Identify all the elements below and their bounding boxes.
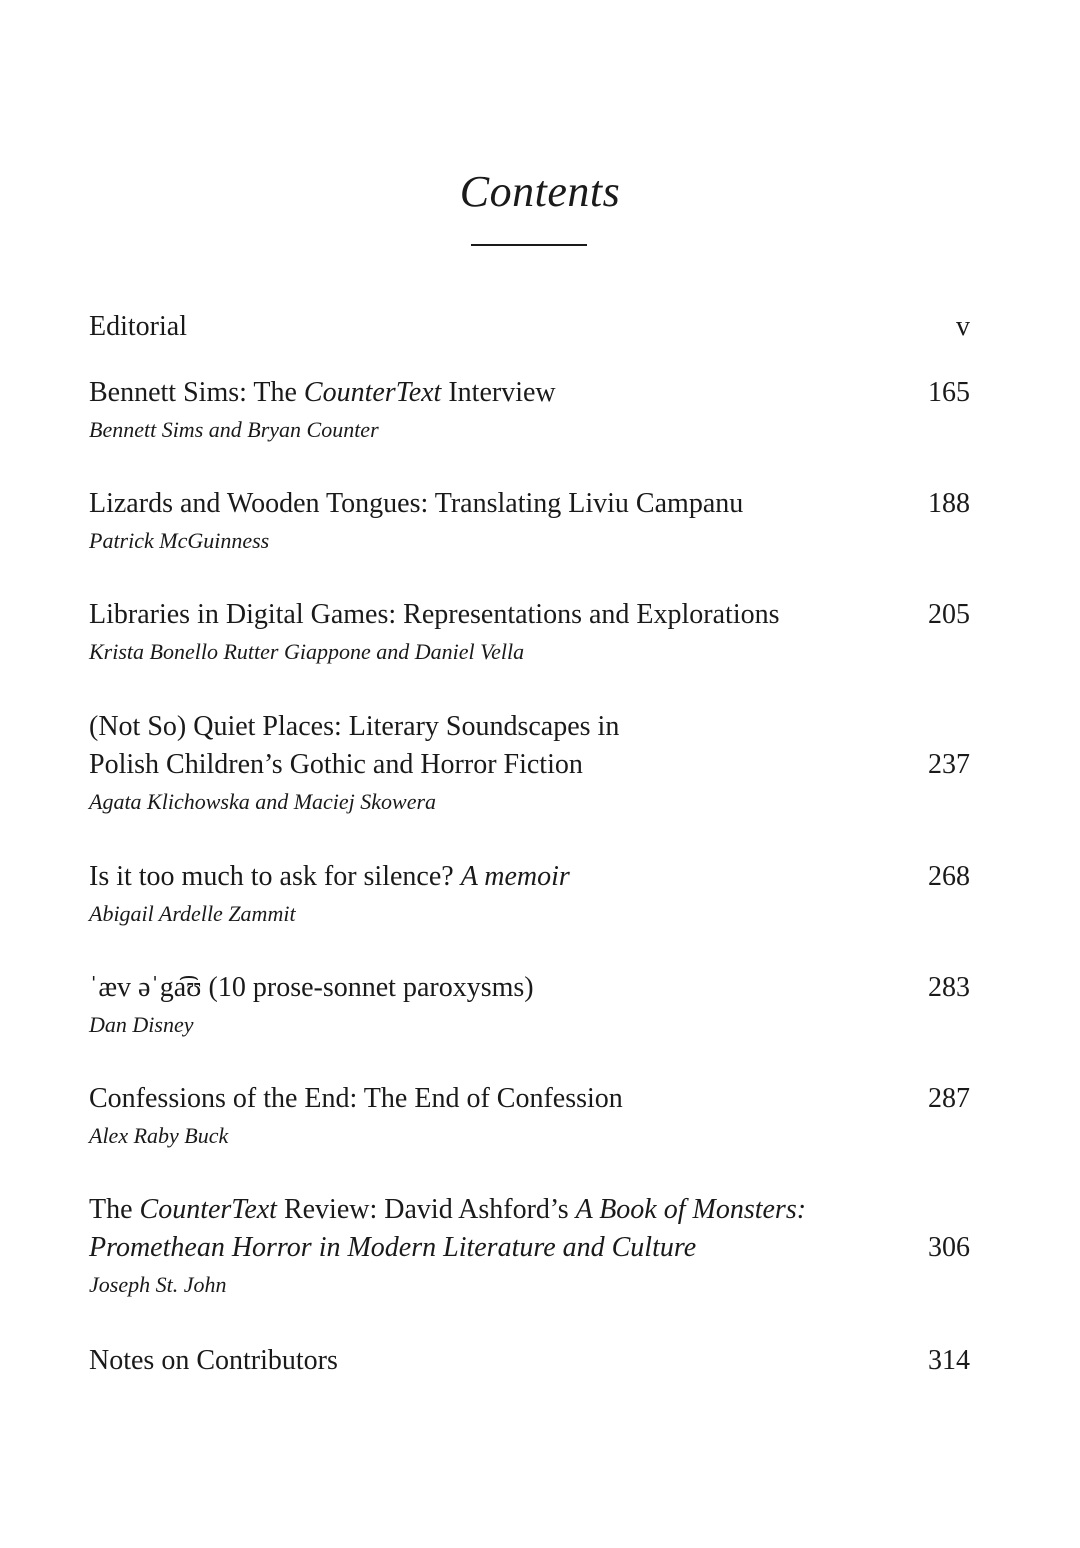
toc-entry-title: ˈæv əˈga͡ʊ (10 prose-sonnet paroxysms) 283	[89, 969, 970, 1007]
toc-entry-editorial[interactable]	[89, 308, 970, 346]
toc-entry-lizards[interactable]	[89, 485, 970, 557]
toc-entry-bennett-sims-interview[interactable]	[89, 374, 970, 446]
page-title: Contents	[459, 167, 621, 216]
toc-page-number: 165	[928, 377, 970, 408]
toc-entry-title: Editorial v	[89, 308, 970, 346]
toc-entry-title: The CounterText Review: David Ashford’s A Book of Monsters: Promethean Horror in Modern Literature and Culture 306	[89, 1191, 970, 1267]
toc-entry-title: Notes on Contributors 314	[89, 1342, 970, 1380]
toc-entry-title: Confessions of the End: The End of Confession 287	[89, 1080, 970, 1118]
toc-entry-author: Abigail Ardelle Zammit	[89, 901, 296, 926]
toc-entry-author: Krista Bonello Rutter Giappone and Daniel Vella	[89, 639, 525, 664]
toc-entry-author: Agata Klichowska and Maciej Skowera	[89, 789, 437, 814]
toc-entry-confessions[interactable]	[89, 1080, 970, 1152]
toc-entry-title: (Not So) Quiet Places: Literary Soundscapes in Polish Children’s Gothic and Horror Fiction 237	[89, 708, 970, 784]
toc-entry-author: Joseph St. John	[89, 1272, 227, 1297]
toc-entry-notes-on-contributors[interactable]	[89, 1342, 970, 1380]
toc-page-number: 306	[928, 1232, 970, 1263]
toc-entry-silence-memoir[interactable]	[89, 858, 970, 930]
toc-entry-title: Is it too much to ask for silence? A memoir 268	[89, 858, 970, 896]
toc-entry-countertext-review[interactable]	[89, 1191, 970, 1301]
toc-page-number: 188	[928, 488, 970, 519]
toc-entry-author: Bennett Sims and Bryan Counter	[89, 417, 379, 442]
toc-page-number: 237	[928, 749, 970, 780]
toc-page-number: 268	[928, 861, 970, 892]
toc-entry-title: Bennett Sims: The CounterText Interview 165	[89, 374, 970, 412]
toc-entry-title: Lizards and Wooden Tongues: Translating Liviu Campanu 188	[89, 485, 970, 523]
toc-entry-author: Dan Disney	[89, 1012, 194, 1037]
toc-entry-prose-sonnet[interactable]	[89, 969, 970, 1041]
toc-entry-libraries[interactable]	[89, 596, 970, 668]
toc-page-number: v	[956, 311, 970, 342]
toc-page-number: 205	[928, 599, 970, 630]
toc-page-number: 287	[928, 1083, 970, 1114]
toc-entry-quiet-places[interactable]	[89, 708, 970, 818]
toc-page-number: 283	[928, 972, 970, 1003]
toc-entry-author: Patrick McGuinness	[89, 528, 270, 553]
toc-entry-title: Libraries in Digital Games: Representations and Explorations 205	[89, 596, 970, 634]
toc-page-number: 314	[928, 1345, 970, 1376]
toc-entry-author: Alex Raby Buck	[89, 1123, 229, 1148]
title-rule	[471, 244, 587, 246]
